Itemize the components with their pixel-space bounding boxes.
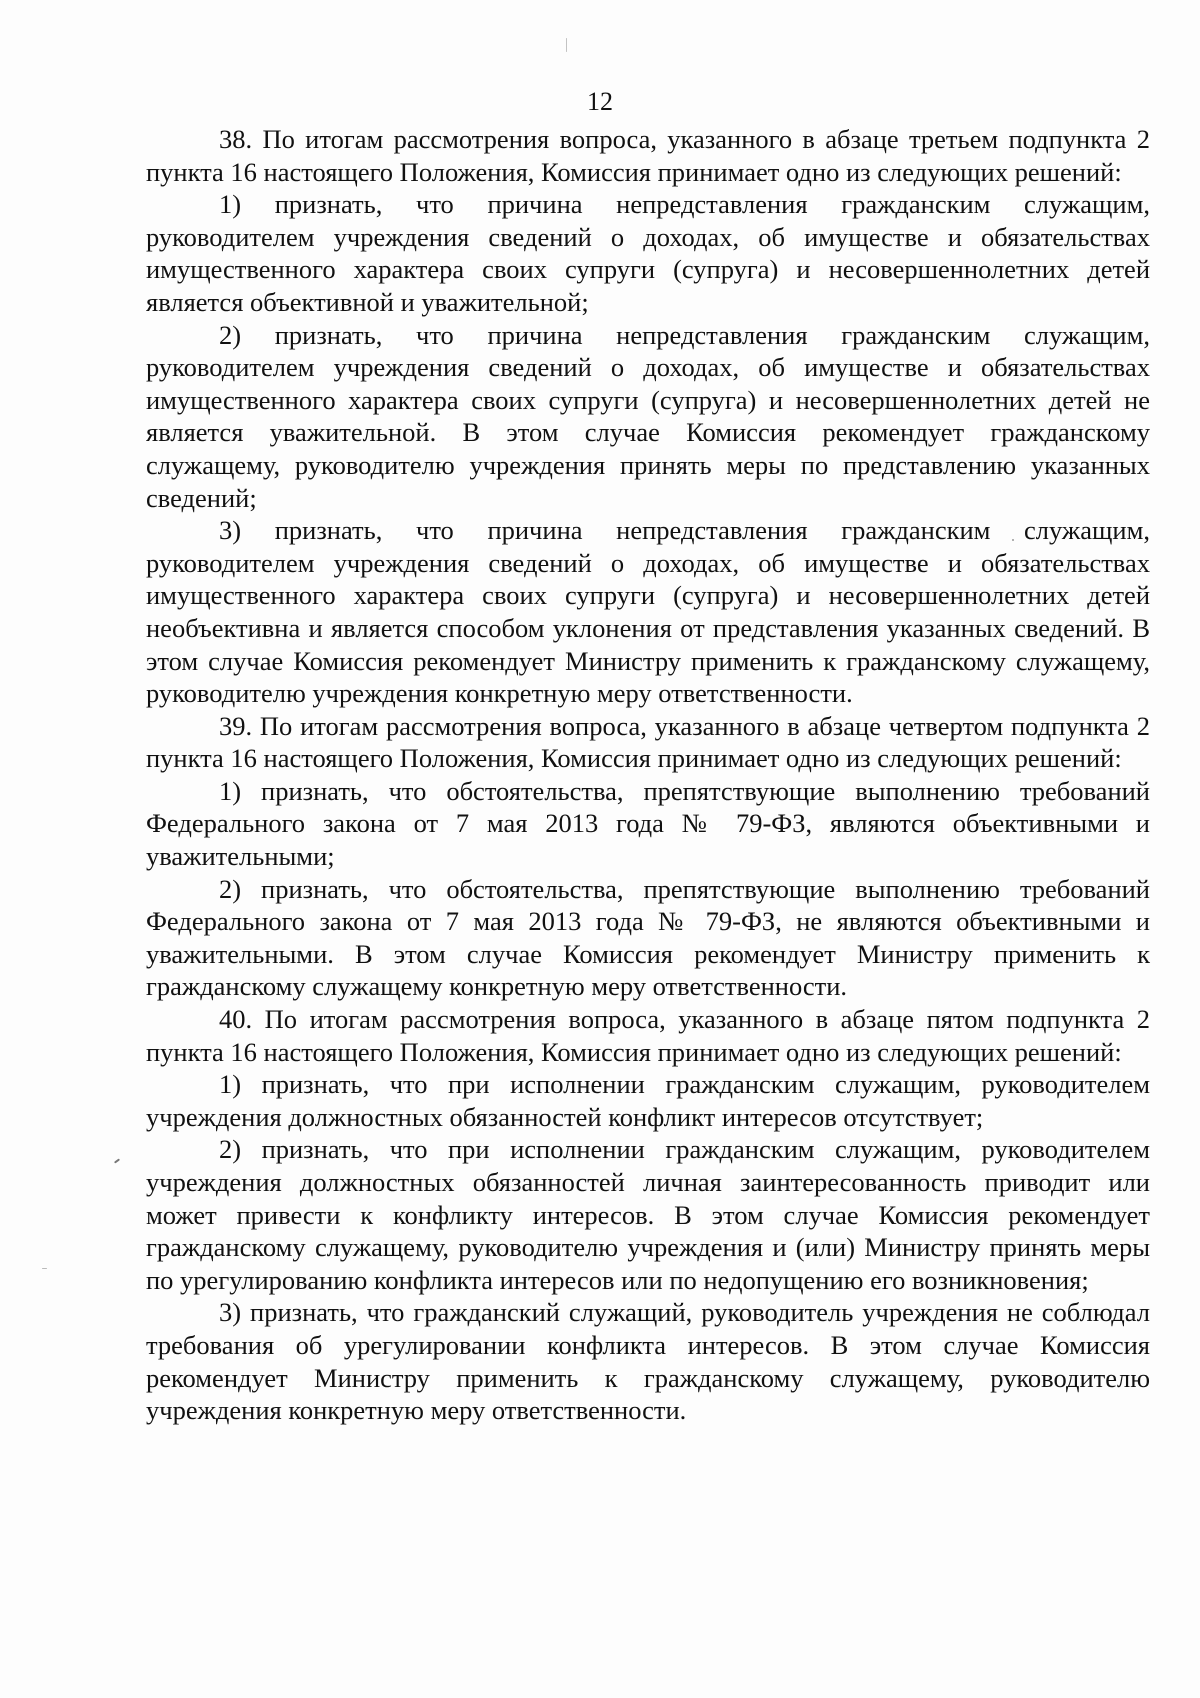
paragraph-39-item-1: 1) признать, что обстоятельства, препятствующие выполнению требований Федерального закона от 7 мая 2013 года № 79-ФЗ, являются объективными и уважительными; bbox=[146, 775, 1150, 872]
scan-artifact-dash bbox=[42, 1268, 47, 1269]
paragraph-40-item-2: 2) признать, что при исполнении гражданским служащим, руководителем учреждения должностных обязанностей личная заинтересованность приводит или может привести к конфликту интересов. В этом случае Комиссия рекомендует гражданскому служащему, руководителю учреждения и (или) Министру принять меры по урегулированию конфликта интересов или по недопущению его возникновения; bbox=[146, 1134, 1150, 1295]
paragraph-40: 40. По итогам рассмотрения вопроса, указанного в абзаце пятом подпункта 2 пункта 16 настоящего Положения, Комиссия принимает одно из следующих решений: bbox=[146, 1004, 1150, 1067]
paragraph-38-item-2: 2) признать, что причина непредставления гражданским служащим, руководителем учреждения сведений о доходах, об имуществе и обязательствах имущественного характера своих супруги (супруга) и несовершеннолетних детей не является уважительной. В этом случае Комиссия рекомендует гражданскому служащему, руководителю учреждения принять меры по представлению указанных сведений; bbox=[146, 319, 1150, 513]
paragraph-39-item-2: 2) признать, что обстоятельства, препятствующие выполнению требований Федерального закона от 7 мая 2013 года № 79-ФЗ, не являются объективными и уважительными. В этом случае Комиссия рекомендует Министру применить к гражданскому служащему конкретную меру ответственности. bbox=[146, 873, 1150, 1002]
paragraph-38-item-3: 3) признать, что причина непредставления гражданским служащим, руководителем учреждения сведений о доходах, об имуществе и обязательствах имущественного характера своих супруги (супруга) и несовершеннолетних детей необъективна и является способом уклонения от представления указанных сведений. В этом случае Комиссия рекомендует Министру применить к гражданскому служащему, руководителю учреждения конкретную меру ответственности. bbox=[146, 515, 1150, 709]
page-number: 12 bbox=[587, 87, 613, 116]
paragraph-38: 38. По итогам рассмотрения вопроса, указанного в абзаце третьем подпункта 2 пункта 16 настоящего Положения, Комиссия принимает одно из следующих решений: bbox=[146, 124, 1150, 187]
document-body bbox=[146, 123, 1150, 1427]
paragraph-39: 39. По итогам рассмотрения вопроса, указанного в абзаце четвертом подпункта 2 пункта 16 настоящего Положения, Комиссия принимает одно из следующих решений: bbox=[146, 710, 1150, 774]
scan-artifact-mark bbox=[566, 38, 567, 52]
scan-artifact-tick bbox=[114, 1158, 120, 1163]
paragraph-38-item-1: 1) признать, что причина непредставления гражданским служащим, руководителем учреждения сведений о доходах, об имуществе и обязательствах имущественного характера своих супруги (супруга) и несовершеннолетних детей является объективной и уважительной; bbox=[146, 189, 1150, 317]
paragraph-40-item-3: 3) признать, что гражданский служащий, руководитель учреждения не соблюдал требования об урегулировании конфликта интересов. В этом случае Комиссия рекомендует Министру применить к гражданскому служащему, руководителю учреждения конкретную меру ответственности. bbox=[146, 1297, 1150, 1426]
paragraph-40-item-1: 1) признать, что при исполнении гражданским служащим, руководителем учреждения должностных обязанностей конфликт интересов отсутствует; bbox=[146, 1069, 1150, 1132]
